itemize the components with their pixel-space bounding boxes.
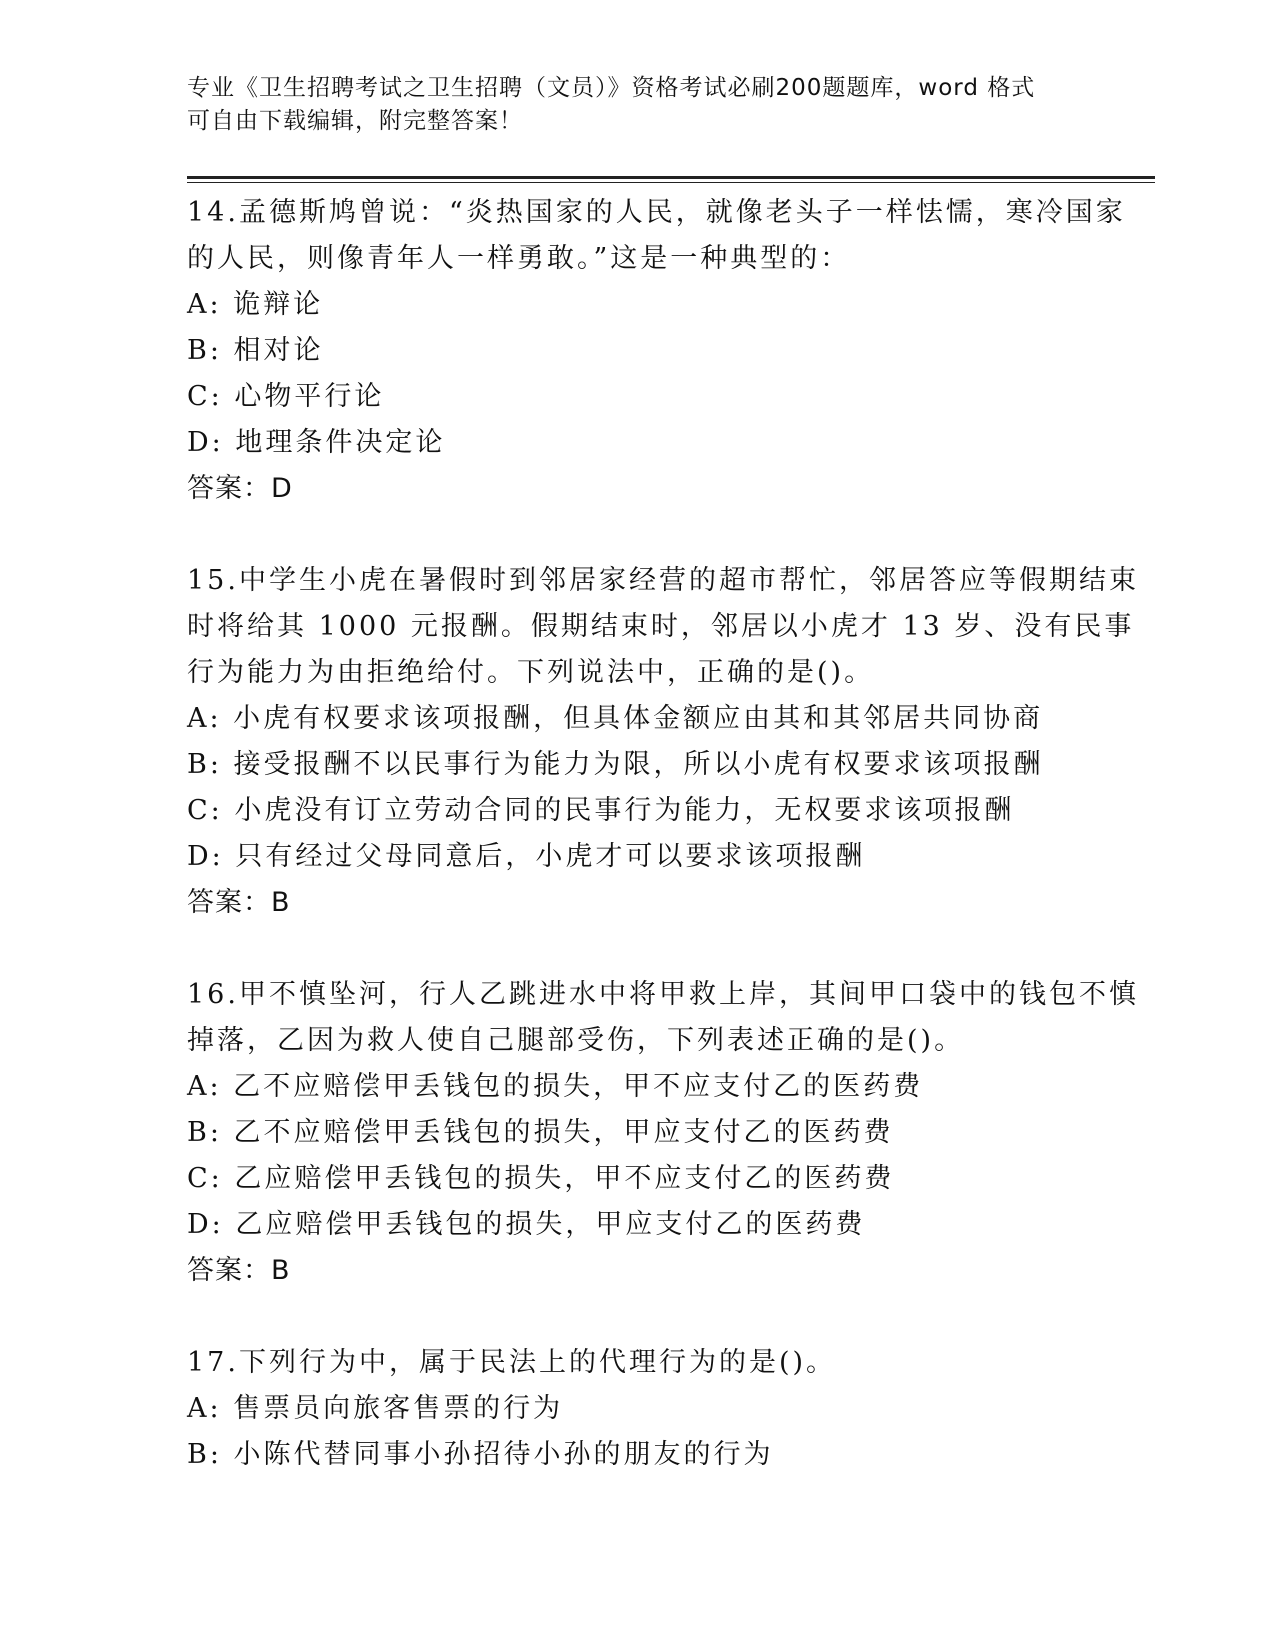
option-a: A: 小虎有权要求该项报酬，但具体金额应由其和其邻居共同协商 xyxy=(187,703,1044,734)
header-divider-thin xyxy=(187,182,1155,183)
option-d: D: 地理条件决定论 xyxy=(187,427,446,458)
question-16 xyxy=(187,972,1147,1294)
answer-line: 答案：D xyxy=(187,473,293,504)
option-b: B: 小陈代替同事小孙招待小孙的朋友的行为 xyxy=(187,1439,774,1470)
option-c: C: 小虎没有订立劳动合同的民事行为能力，无权要求该项报酬 xyxy=(187,795,1015,826)
option-c: C: 心物平行论 xyxy=(187,381,385,412)
option-d: D: 只有经过父母同意后，小虎才可以要求该项报酬 xyxy=(187,841,866,872)
option-a: A: 乙不应赔偿甲丢钱包的损失，甲不应支付乙的医药费 xyxy=(187,1071,924,1102)
question-stem: 17.下列行为中，属于民法上的代理行为的是()。 xyxy=(187,1347,837,1378)
option-a: A: 诡辩论 xyxy=(187,289,324,320)
header-divider-thick xyxy=(187,176,1155,179)
option-d: D: 乙应赔偿甲丢钱包的损失，甲应支付乙的医药费 xyxy=(187,1209,866,1240)
option-b: B: 接受报酬不以民事行为能力为限，所以小虎有权要求该项报酬 xyxy=(187,749,1044,780)
document-header xyxy=(187,72,1087,138)
option-c: C: 乙应赔偿甲丢钱包的损失，甲不应支付乙的医药费 xyxy=(187,1163,895,1194)
question-spacer xyxy=(187,926,1147,972)
question-stem: 16.甲不慎坠河，行人乙跳进水中将甲救上岸，其间甲口袋中的钱包不慎掉落，乙因为救人使自己腿部受伤，下列表述正确的是()。 xyxy=(187,979,1139,1056)
question-17 xyxy=(187,1340,1147,1478)
question-spacer xyxy=(187,512,1147,558)
question-14 xyxy=(187,190,1147,512)
question-stem: 14.孟德斯鸠曾说：“炎热国家的人民，就像老头子一样怯懦，寒冷国家的人民，则像青年人一样勇敢。”这是一种典型的： xyxy=(187,197,1126,274)
option-b: B: 乙不应赔偿甲丢钱包的损失，甲应支付乙的医药费 xyxy=(187,1117,894,1148)
question-15 xyxy=(187,558,1147,926)
option-a: A: 售票员向旅客售票的行为 xyxy=(187,1393,564,1424)
answer-line: 答案：B xyxy=(187,887,291,918)
question-list xyxy=(187,190,1147,1478)
header-line-2: 可自由下载编辑，附完整答案！ xyxy=(187,108,523,134)
option-b: B: 相对论 xyxy=(187,335,324,366)
answer-line: 答案：B xyxy=(187,1255,291,1286)
question-spacer xyxy=(187,1294,1147,1340)
question-stem: 15.中学生小虎在暑假时到邻居家经营的超市帮忙，邻居答应等假期结束时将给其 1000 元报酬。假期结束时，邻居以小虎才 13 岁、没有民事行为能力为由拒绝给付。下列说法中，正确的是()。 xyxy=(187,565,1139,688)
header-line-1: 专业《卫生招聘考试之卫生招聘（文员）》资格考试必刷200题题库，word 格式 xyxy=(187,75,1036,101)
